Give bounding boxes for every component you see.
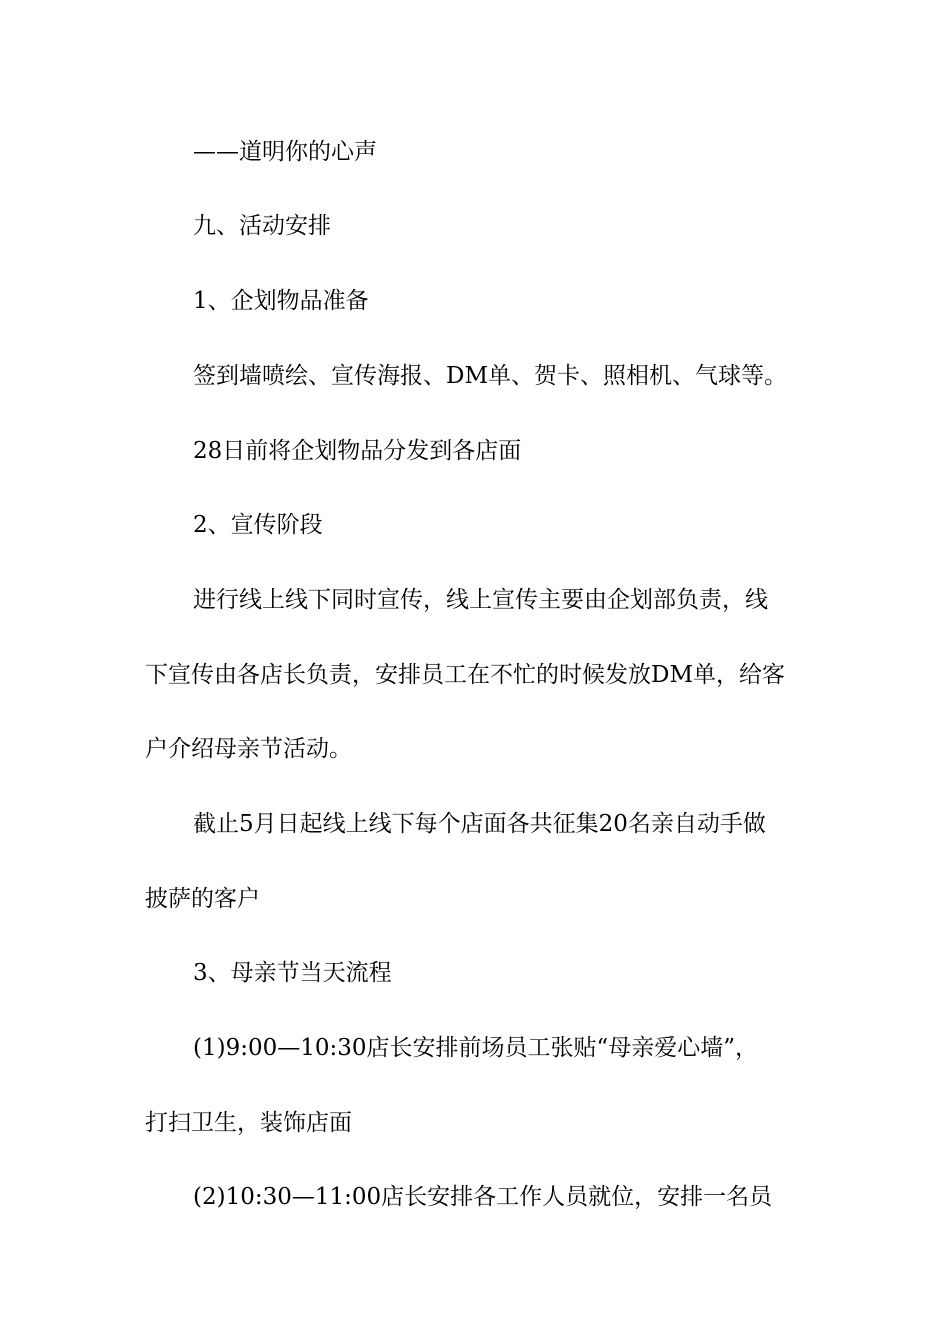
text-line: 签到墙喷绘、宣传海报、DM单、贺卡、照相机、气球等。 [193, 363, 787, 389]
text-line: (2)10:30—11:00店长安排各工作人员就位，安排一名员 [193, 1184, 773, 1210]
subsection-heading: 1、企划物品准备 [193, 288, 369, 314]
text-line: 进行线上线下同时宣传，线上宣传主要由企划部负责，线 [193, 587, 768, 613]
text-line: 28日前将企划物品分发到各店面 [193, 438, 522, 464]
text-line: 披萨的客户 [145, 886, 260, 912]
text-line: ——道明你的心声 [193, 139, 377, 165]
text-line: 下宣传由各店长负责，安排员工在不忙的时候发放DM单，给客 [145, 662, 785, 688]
text-line: (1)9:00—10:30店长安排前场员工张贴“母亲爱心墙”， [193, 1035, 759, 1061]
text-line: 打扫卫生，装饰店面 [145, 1110, 352, 1136]
subsection-heading: 3、母亲节当天流程 [193, 960, 392, 986]
text-line: 截止5月日起线上线下每个店面各共征集20名亲自动手做 [193, 811, 766, 837]
text-line: 户介绍母亲节活动。 [145, 736, 352, 762]
section-heading: 九、活动安排 [193, 213, 331, 239]
subsection-heading: 2、宣传阶段 [193, 512, 323, 538]
